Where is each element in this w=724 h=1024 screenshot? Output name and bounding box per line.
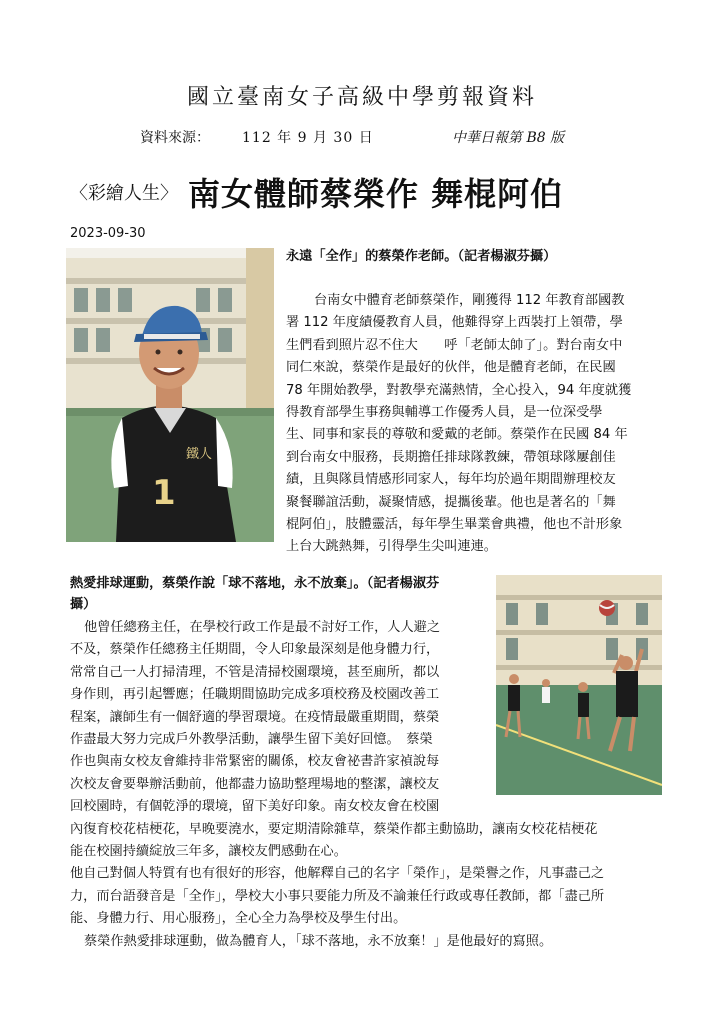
paragraph-2	[70, 617, 658, 953]
text-line: 能、身體力行、用心服務」，全心全力為學校及學生付出。	[70, 911, 407, 927]
text-line: 78 年開始教學，對教學充滿熱情，全心投入，94 年度就獲	[286, 382, 632, 398]
text-line: 棍阿伯」，肢體靈活，每年學生畢業會典禮，他也不計形象	[286, 517, 623, 533]
headline: 南女體師蔡榮作 舞棍阿伯	[188, 175, 564, 213]
text-line: 生、同事和家長的尊敬和愛戴的老師。蔡榮作在民國 84 年	[286, 427, 628, 443]
text-line: 力，而台語發音是「全作」，學校大小事只要能力所及不論兼任行政或專任教師，都「盡己所	[70, 888, 605, 904]
text-line: 績，且與隊員情感形同家人，每年均於過年期間辦理校友	[286, 472, 616, 488]
text-line: 常常自己一人打掃清理，不管是清掃校園環境，甚至廁所，都以	[70, 664, 440, 680]
photo1-caption: 永遠「全作」的蔡榮作老師。（記者楊淑芬攝）	[286, 249, 557, 264]
text-line: 生們看到照片忍不住大 呼「老師太帥了」。對台南女中	[286, 337, 623, 353]
text-line: 他曾任總務主任，在學校行政工作是最不討好工作，人人避之	[84, 620, 441, 635]
article-date: 2023-09-30	[70, 226, 146, 241]
text-line: 同仁來說，蔡榮作是最好的伙伴，他是體育老師，在民國	[286, 360, 616, 376]
paragraph-1	[286, 290, 658, 559]
newspaper-name: 中華日報第 B8 版	[452, 130, 565, 146]
text-line: 蔡榮作熱愛排球運動，做為體育人，「球不落地，永不放棄！」是他最好的寫照。	[84, 933, 553, 949]
text-line: 不及，蔡榮作任總務主任期間，令人印象最深刻是他身體力行，	[70, 642, 440, 658]
text-line: 到台南女中服務，長期擔任排球隊教練，帶領球隊屢創佳	[286, 449, 616, 465]
text-line: 程案，讓師生有一個舒適的學習環境。在疫情最嚴重期間，蔡榮	[70, 709, 440, 725]
text-line: 署 112 年度績優教育人員，他難得穿上西裝打上領帶，學	[286, 315, 623, 331]
text-line: 上台大跳熱舞，引得學生尖叫連連。	[286, 539, 497, 555]
text-line: 回校園時，有個乾淨的環境，留下美好印象。南女校友會在校園	[70, 799, 440, 815]
text-line: 台南女中體育老師蔡榮作，剛獲得 112 年教育部國教	[314, 293, 625, 308]
text-line: 作也與南女校友會維持非常緊密的關係，校友會祕書許家禎說每	[70, 754, 440, 770]
jersey-text: 鐵人	[186, 447, 213, 462]
text-line: 攝）	[70, 596, 97, 612]
text-line: 作盡最大努力完成戶外教學活動，讓學生留下美好回憶。 蔡榮	[70, 732, 433, 748]
text-line: 熱愛排球運動，蔡榮作說「球不落地，永不放棄」。（記者楊淑芬	[70, 576, 440, 591]
teacher-portrait-photo	[66, 248, 274, 542]
photo2-caption	[70, 574, 490, 615]
text-line: 能在校園持續綻放三年多，讓校友們感動在心。	[70, 844, 347, 860]
clipping-title: 國立臺南女子高級中學剪報資料	[186, 85, 537, 110]
text-line: 身作則，再引起響應；任職期間協助完成多項校務及校園改善工	[70, 687, 440, 703]
text-line: 內復育校花桔梗花，早晚要澆水，要定期清除雜草，蔡榮作都主動協助，讓南女校花桔梗花	[70, 821, 598, 837]
source-label: 資料來源：	[140, 130, 210, 146]
text-line: 他自己對個人特質有也有很好的形容，他解釋自己的名字「榮作」，是榮譽之作，凡事盡己之	[70, 866, 605, 882]
source-date: 112 年 9 月 30 日	[242, 130, 374, 146]
text-line: 得教育部學生事務與輔導工作優秀人員，是一位深受學	[286, 405, 603, 421]
jersey-number: 1	[152, 473, 176, 513]
headline-row	[70, 170, 563, 214]
text-line: 聚餐聯誼活動，凝聚情感，提攜後輩。他也是著名的「舞	[286, 494, 616, 510]
section-tag: 〈彩繪人生〉	[70, 183, 178, 204]
text-line: 次校友會要舉辦活動前，他都盡力協助整理場地的整潔，讓校友	[70, 776, 440, 792]
